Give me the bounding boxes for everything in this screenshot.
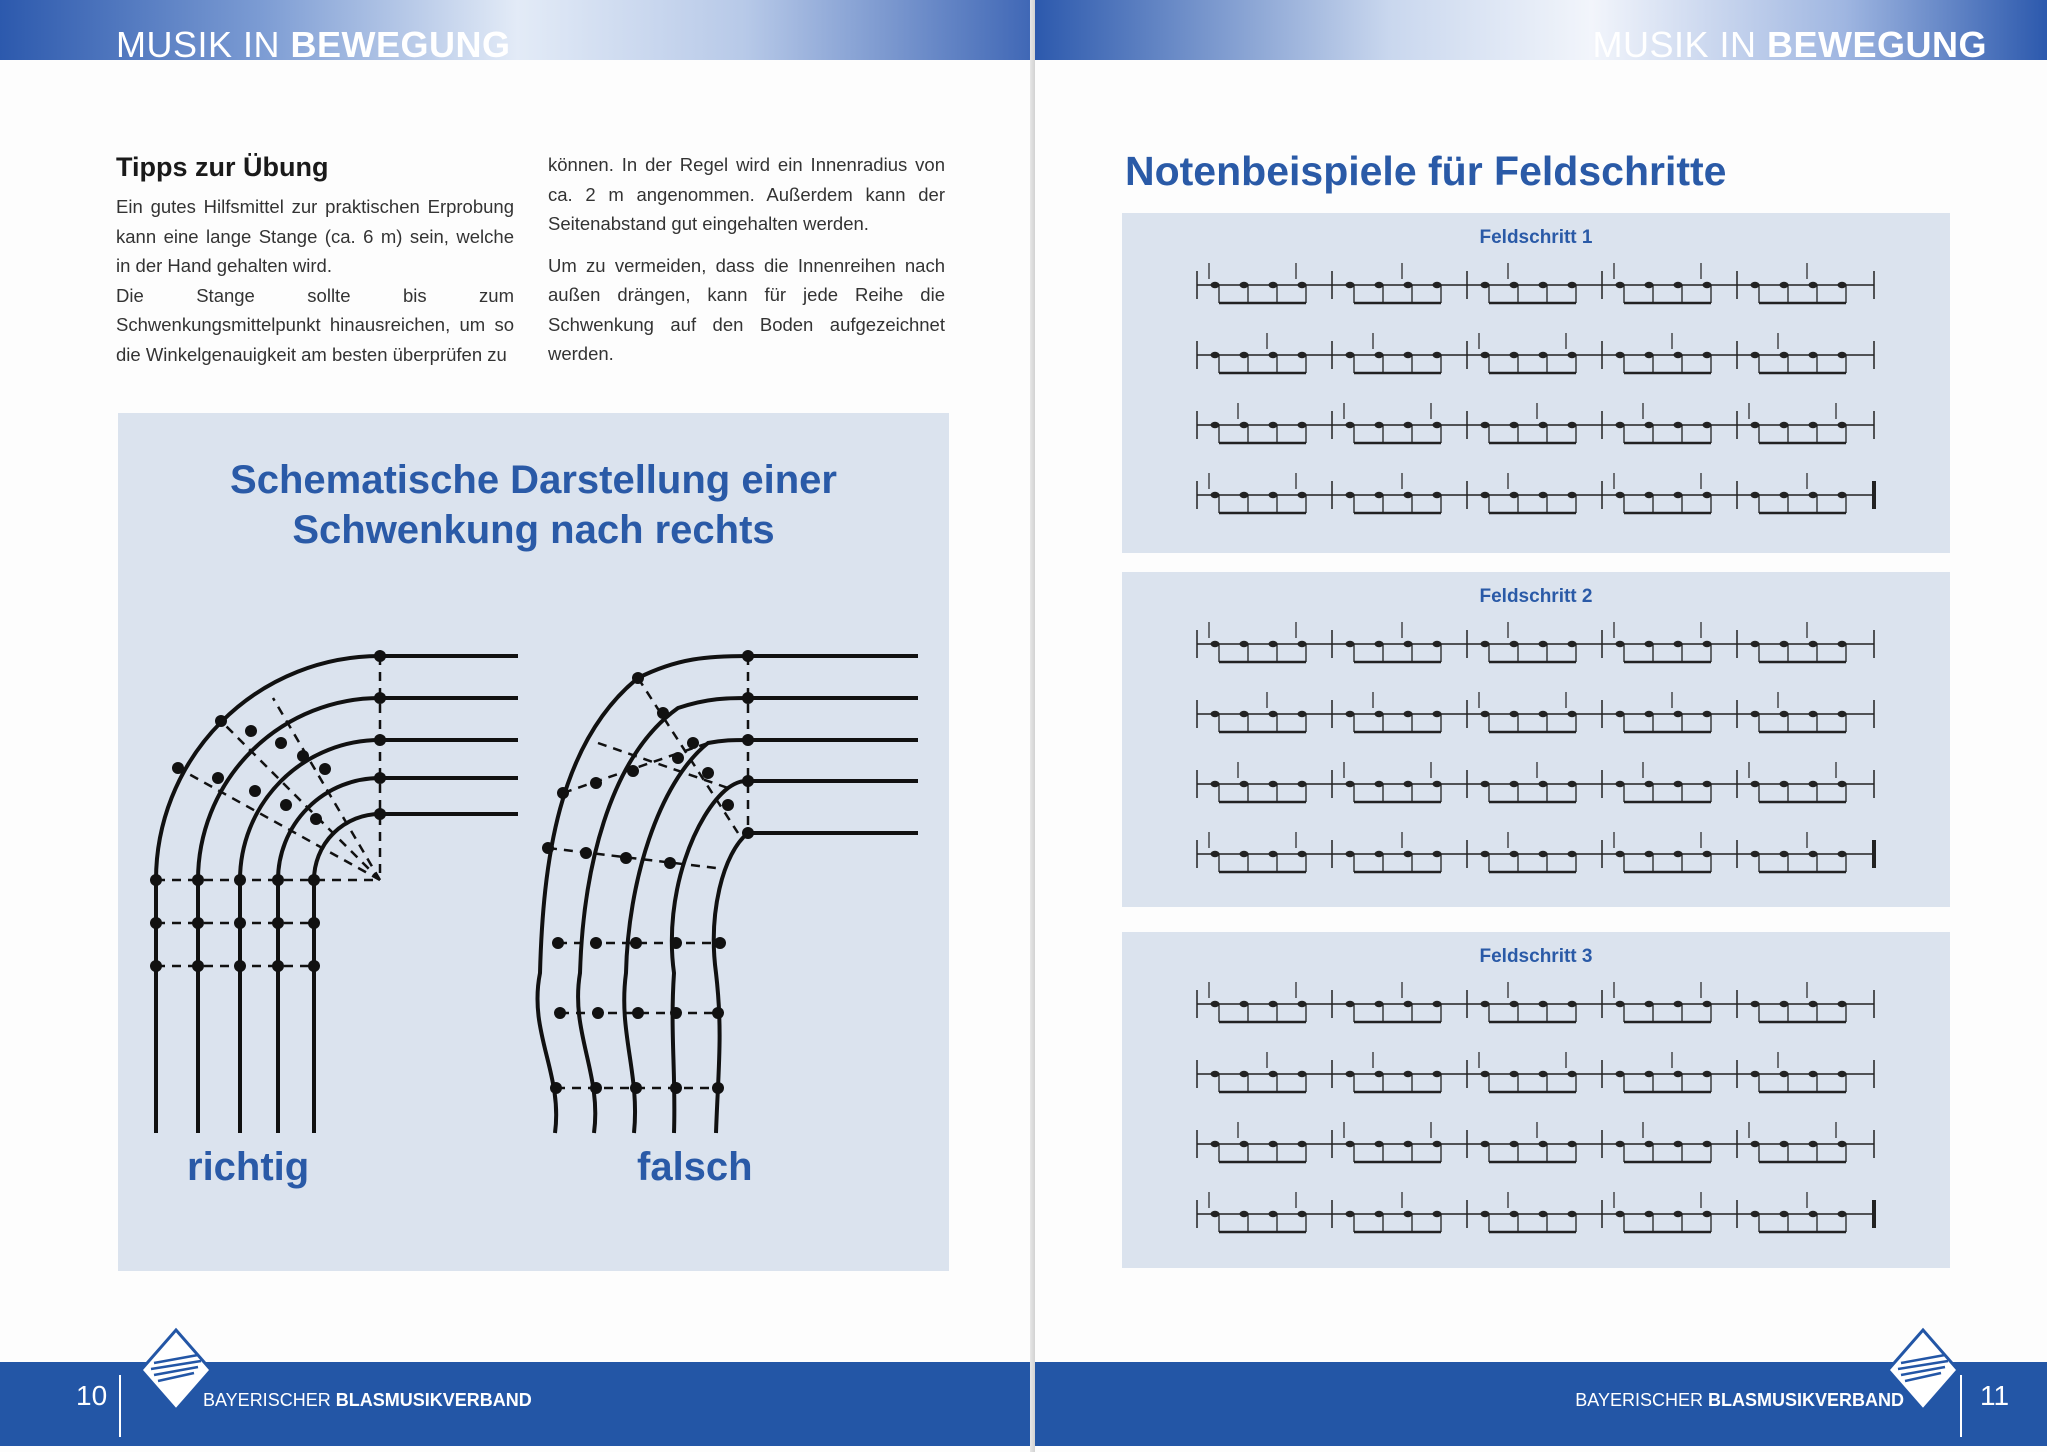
note-head: [1616, 1001, 1625, 1007]
note-head: [1751, 781, 1760, 787]
note-head: [1809, 352, 1818, 358]
note-head: [1703, 1071, 1712, 1077]
note-head: [1298, 641, 1307, 647]
note-head: [1481, 1211, 1490, 1217]
note-head: [1346, 781, 1355, 787]
note-head: [1375, 1071, 1384, 1077]
note-head: [1645, 1001, 1654, 1007]
staff-row: [1197, 982, 1874, 1022]
music-staff: [1122, 572, 1950, 907]
note-head: [1751, 711, 1760, 717]
note-head: [1375, 1001, 1384, 1007]
note-head: [1645, 641, 1654, 647]
note-head: [1568, 851, 1577, 857]
note-head: [1211, 1141, 1220, 1147]
note-head: [1375, 1211, 1384, 1217]
music-staff: [1122, 932, 1950, 1268]
note-head: [1269, 282, 1278, 288]
note-head: [1539, 282, 1548, 288]
note-head: [1404, 1001, 1413, 1007]
note-head: [1539, 851, 1548, 857]
note-head: [1674, 352, 1683, 358]
note-head: [1375, 422, 1384, 428]
note-head: [1674, 492, 1683, 498]
note-head: [1674, 282, 1683, 288]
note-head: [1375, 781, 1384, 787]
note-head: [1510, 352, 1519, 358]
note-head: [1674, 1001, 1683, 1007]
note-head: [1298, 1001, 1307, 1007]
note-head: [1703, 641, 1712, 647]
note-head: [1838, 781, 1847, 787]
staff-row: [1197, 333, 1874, 373]
note-head: [1809, 422, 1818, 428]
note-head: [1481, 641, 1490, 647]
note-head: [1298, 352, 1307, 358]
note-head: [1269, 352, 1278, 358]
note-head: [1616, 781, 1625, 787]
note-head: [1751, 1071, 1760, 1077]
note-head: [1645, 1141, 1654, 1147]
note-head: [1375, 352, 1384, 358]
note-head: [1674, 1141, 1683, 1147]
note-head: [1645, 492, 1654, 498]
note-head: [1404, 781, 1413, 787]
footer-org: BAYERISCHER BLASMUSIKVERBAND: [1575, 1390, 1904, 1410]
note-head: [1568, 1141, 1577, 1147]
staff-row: [1197, 622, 1874, 662]
note-head: [1780, 851, 1789, 857]
note-head: [1809, 781, 1818, 787]
note-head: [1481, 492, 1490, 498]
note-head: [1674, 641, 1683, 647]
note-head: [1838, 1071, 1847, 1077]
note-head: [1481, 1071, 1490, 1077]
note-head: [1211, 492, 1220, 498]
note-head: [1780, 781, 1789, 787]
note-head: [1780, 711, 1789, 717]
label-correct: richtig: [187, 1145, 310, 1189]
note-head: [1269, 1071, 1278, 1077]
note-head: [1645, 352, 1654, 358]
note-head: [1539, 781, 1548, 787]
note-head: [1211, 1211, 1220, 1217]
note-head: [1433, 641, 1442, 647]
note-head: [1510, 641, 1519, 647]
note-head: [1375, 282, 1384, 288]
staff-row: [1197, 1192, 1874, 1232]
note-head: [1298, 1211, 1307, 1217]
note-head: [1645, 781, 1654, 787]
note-head: [1481, 422, 1490, 428]
note-head: [1481, 1001, 1490, 1007]
diagram-title: Schematische Darstellung einer Schwenkung nach rechts: [230, 458, 837, 552]
note-head: [1346, 1211, 1355, 1217]
page-number: 11: [1980, 1380, 2010, 1411]
page-title: Notenbeispiele für Feldschritte: [1125, 148, 1727, 194]
note-head: [1674, 1211, 1683, 1217]
note-head: [1510, 711, 1519, 717]
note-head: [1539, 1211, 1548, 1217]
note-head: [1703, 352, 1712, 358]
note-head: [1346, 851, 1355, 857]
note-head: [1298, 1071, 1307, 1077]
note-head: [1568, 641, 1577, 647]
note-head: [1433, 1071, 1442, 1077]
swing-diagram: [118, 413, 949, 1271]
note-head: [1510, 781, 1519, 787]
note-head: [1539, 1001, 1548, 1007]
note-head: [1211, 352, 1220, 358]
note-head: [1616, 1211, 1625, 1217]
note-head: [1838, 851, 1847, 857]
note-head: [1375, 492, 1384, 498]
section-heading: Tipps zur Übung: [116, 152, 329, 182]
note-head: [1481, 781, 1490, 787]
note-head: [1703, 422, 1712, 428]
note-head: [1809, 641, 1818, 647]
note-head: [1375, 711, 1384, 717]
note-head: [1240, 282, 1249, 288]
note-head: [1838, 422, 1847, 428]
staff-row: [1197, 263, 1874, 303]
note-head: [1346, 1001, 1355, 1007]
note-head: [1674, 711, 1683, 717]
note-head: [1510, 422, 1519, 428]
note-head: [1616, 282, 1625, 288]
right-page: [1035, 0, 2047, 1452]
note-head: [1568, 1211, 1577, 1217]
note-head: [1568, 1001, 1577, 1007]
note-head: [1645, 1071, 1654, 1077]
note-head: [1539, 492, 1548, 498]
paragraph: können. In der Regel wird ein Innenradius von ca. 2 m angenommen. Außerdem kann der Seitenabstand gut eingehalten werden.: [548, 154, 945, 234]
note-head: [1240, 1211, 1249, 1217]
note-head: [1616, 1141, 1625, 1147]
note-head: [1240, 781, 1249, 787]
music-staff: [1122, 213, 1950, 553]
note-head: [1568, 422, 1577, 428]
note-head: [1645, 422, 1654, 428]
footer-org: BAYERISCHER BLASMUSIKVERBAND: [203, 1390, 532, 1410]
header-title: MUSIK IN BEWEGUNG: [1592, 24, 1987, 65]
note-head: [1375, 641, 1384, 647]
note-head: [1211, 1001, 1220, 1007]
note-head: [1269, 711, 1278, 717]
note-head: [1780, 1001, 1789, 1007]
note-head: [1809, 282, 1818, 288]
note-head: [1404, 711, 1413, 717]
note-head: [1433, 282, 1442, 288]
note-head: [1703, 282, 1712, 288]
note-head: [1433, 781, 1442, 787]
note-head: [1298, 282, 1307, 288]
note-head: [1809, 1071, 1818, 1077]
staff-row: [1197, 762, 1874, 802]
note-head: [1211, 641, 1220, 647]
note-head: [1645, 851, 1654, 857]
score-panel-1: [1122, 213, 1950, 553]
note-head: [1751, 422, 1760, 428]
note-head: [1703, 1211, 1712, 1217]
divider: [119, 1375, 121, 1437]
note-head: [1510, 1211, 1519, 1217]
note-head: [1539, 352, 1548, 358]
note-head: [1838, 1141, 1847, 1147]
note-head: [1240, 851, 1249, 857]
note-head: [1674, 781, 1683, 787]
note-head: [1404, 492, 1413, 498]
note-head: [1568, 1071, 1577, 1077]
note-head: [1510, 492, 1519, 498]
note-head: [1510, 282, 1519, 288]
note-head: [1568, 352, 1577, 358]
note-head: [1240, 711, 1249, 717]
note-head: [1346, 492, 1355, 498]
note-head: [1433, 422, 1442, 428]
text-column-1: [116, 192, 514, 369]
note-head: [1780, 1211, 1789, 1217]
note-head: [1240, 352, 1249, 358]
note-head: [1404, 282, 1413, 288]
note-head: [1539, 1071, 1548, 1077]
note-head: [1751, 1211, 1760, 1217]
note-head: [1240, 422, 1249, 428]
note-head: [1703, 781, 1712, 787]
note-head: [1780, 1071, 1789, 1077]
note-head: [1346, 282, 1355, 288]
note-head: [1780, 422, 1789, 428]
note-head: [1433, 1141, 1442, 1147]
note-head: [1240, 492, 1249, 498]
note-head: [1404, 1141, 1413, 1147]
note-head: [1645, 1211, 1654, 1217]
note-head: [1780, 282, 1789, 288]
note-head: [1211, 1071, 1220, 1077]
note-head: [1645, 711, 1654, 717]
note-head: [1809, 1141, 1818, 1147]
note-head: [1674, 1071, 1683, 1077]
staff-row: [1197, 692, 1874, 732]
note-head: [1269, 781, 1278, 787]
note-head: [1780, 492, 1789, 498]
staff-row: [1197, 1122, 1874, 1162]
note-head: [1809, 851, 1818, 857]
note-head: [1703, 1141, 1712, 1147]
note-head: [1481, 352, 1490, 358]
note-head: [1346, 711, 1355, 717]
note-head: [1481, 851, 1490, 857]
note-head: [1298, 711, 1307, 717]
note-head: [1703, 711, 1712, 717]
note-head: [1481, 711, 1490, 717]
note-head: [1298, 781, 1307, 787]
score-panel-3: [1122, 932, 1950, 1268]
note-head: [1346, 1141, 1355, 1147]
note-head: [1269, 422, 1278, 428]
note-head: [1510, 1141, 1519, 1147]
note-head: [1240, 1141, 1249, 1147]
header-title: MUSIK IN BEWEGUNG: [116, 24, 511, 65]
note-head: [1809, 1001, 1818, 1007]
note-head: [1568, 781, 1577, 787]
note-head: [1433, 711, 1442, 717]
note-head: [1404, 641, 1413, 647]
score-title: Feldschritt 1: [1479, 227, 1593, 248]
note-head: [1211, 781, 1220, 787]
note-head: [1510, 1071, 1519, 1077]
note-head: [1269, 1001, 1278, 1007]
divider: [1960, 1375, 1962, 1437]
note-head: [1539, 711, 1548, 717]
note-head: [1433, 851, 1442, 857]
note-head: [1645, 282, 1654, 288]
note-head: [1838, 1001, 1847, 1007]
note-head: [1404, 1071, 1413, 1077]
staff-row: [1197, 1052, 1874, 1092]
note-head: [1616, 352, 1625, 358]
note-head: [1346, 1071, 1355, 1077]
note-head: [1674, 851, 1683, 857]
paragraph: Ein gutes Hilfsmittel zur praktischen Erprobung kann eine lange Stange (ca. 6 m) sein, welche in der Hand gehalten wird.: [116, 196, 514, 276]
note-head: [1568, 492, 1577, 498]
score-panel-2: [1122, 572, 1950, 907]
note-head: [1510, 1001, 1519, 1007]
note-head: [1346, 422, 1355, 428]
note-head: [1269, 492, 1278, 498]
note-head: [1780, 1141, 1789, 1147]
page-number: 10: [76, 1380, 108, 1411]
note-head: [1751, 1141, 1760, 1147]
note-head: [1240, 1071, 1249, 1077]
note-head: [1616, 851, 1625, 857]
note-head: [1838, 282, 1847, 288]
staff-row: [1197, 832, 1874, 872]
note-head: [1674, 422, 1683, 428]
note-head: [1433, 492, 1442, 498]
note-head: [1751, 352, 1760, 358]
note-head: [1481, 282, 1490, 288]
paragraph: Die Stange sollte bis zum Schwenkungsmittelpunkt hinausreichen, um so die Winkelgenauigkeit am besten überprüfen zu: [116, 284, 514, 365]
score-title: Feldschritt 3: [1479, 946, 1593, 967]
note-head: [1298, 422, 1307, 428]
note-head: [1375, 851, 1384, 857]
score-title: Feldschritt 2: [1479, 586, 1593, 607]
note-head: [1481, 1141, 1490, 1147]
note-head: [1751, 851, 1760, 857]
note-head: [1404, 422, 1413, 428]
note-head: [1433, 352, 1442, 358]
note-head: [1404, 1211, 1413, 1217]
note-head: [1269, 1141, 1278, 1147]
note-head: [1616, 641, 1625, 647]
note-head: [1838, 711, 1847, 717]
note-head: [1298, 492, 1307, 498]
note-head: [1404, 352, 1413, 358]
note-head: [1404, 851, 1413, 857]
note-head: [1433, 1211, 1442, 1217]
note-head: [1240, 641, 1249, 647]
note-head: [1346, 352, 1355, 358]
note-head: [1751, 492, 1760, 498]
note-head: [1433, 1001, 1442, 1007]
note-head: [1780, 352, 1789, 358]
note-head: [1838, 492, 1847, 498]
note-head: [1703, 1001, 1712, 1007]
staff-row: [1197, 403, 1874, 443]
note-head: [1539, 1141, 1548, 1147]
text-column-2: [548, 150, 945, 381]
note-head: [1838, 352, 1847, 358]
label-wrong: falsch: [637, 1145, 753, 1189]
note-head: [1751, 1001, 1760, 1007]
note-head: [1269, 641, 1278, 647]
note-head: [1298, 851, 1307, 857]
note-head: [1539, 422, 1548, 428]
note-head: [1809, 492, 1818, 498]
note-head: [1809, 711, 1818, 717]
note-head: [1269, 851, 1278, 857]
note-head: [1240, 1001, 1249, 1007]
note-head: [1510, 851, 1519, 857]
note-head: [1838, 641, 1847, 647]
paragraph: Um zu vermeiden, dass die Innenreihen nach außen drängen, kann für jede Reihe die Schwenkung auf den Boden aufgezeichnet werden.: [548, 254, 945, 364]
note-head: [1838, 1211, 1847, 1217]
note-head: [1375, 1141, 1384, 1147]
note-head: [1346, 641, 1355, 647]
note-head: [1269, 1211, 1278, 1217]
note-head: [1780, 641, 1789, 647]
note-head: [1751, 282, 1760, 288]
note-head: [1211, 282, 1220, 288]
note-head: [1568, 711, 1577, 717]
note-head: [1616, 492, 1625, 498]
note-head: [1211, 422, 1220, 428]
note-head: [1616, 422, 1625, 428]
note-head: [1211, 711, 1220, 717]
note-head: [1751, 641, 1760, 647]
note-head: [1539, 641, 1548, 647]
note-head: [1703, 492, 1712, 498]
note-head: [1616, 1071, 1625, 1077]
staff-row: [1197, 473, 1874, 513]
note-head: [1568, 282, 1577, 288]
note-head: [1703, 851, 1712, 857]
note-head: [1211, 851, 1220, 857]
note-head: [1809, 1211, 1818, 1217]
note-head: [1616, 711, 1625, 717]
note-head: [1298, 1141, 1307, 1147]
